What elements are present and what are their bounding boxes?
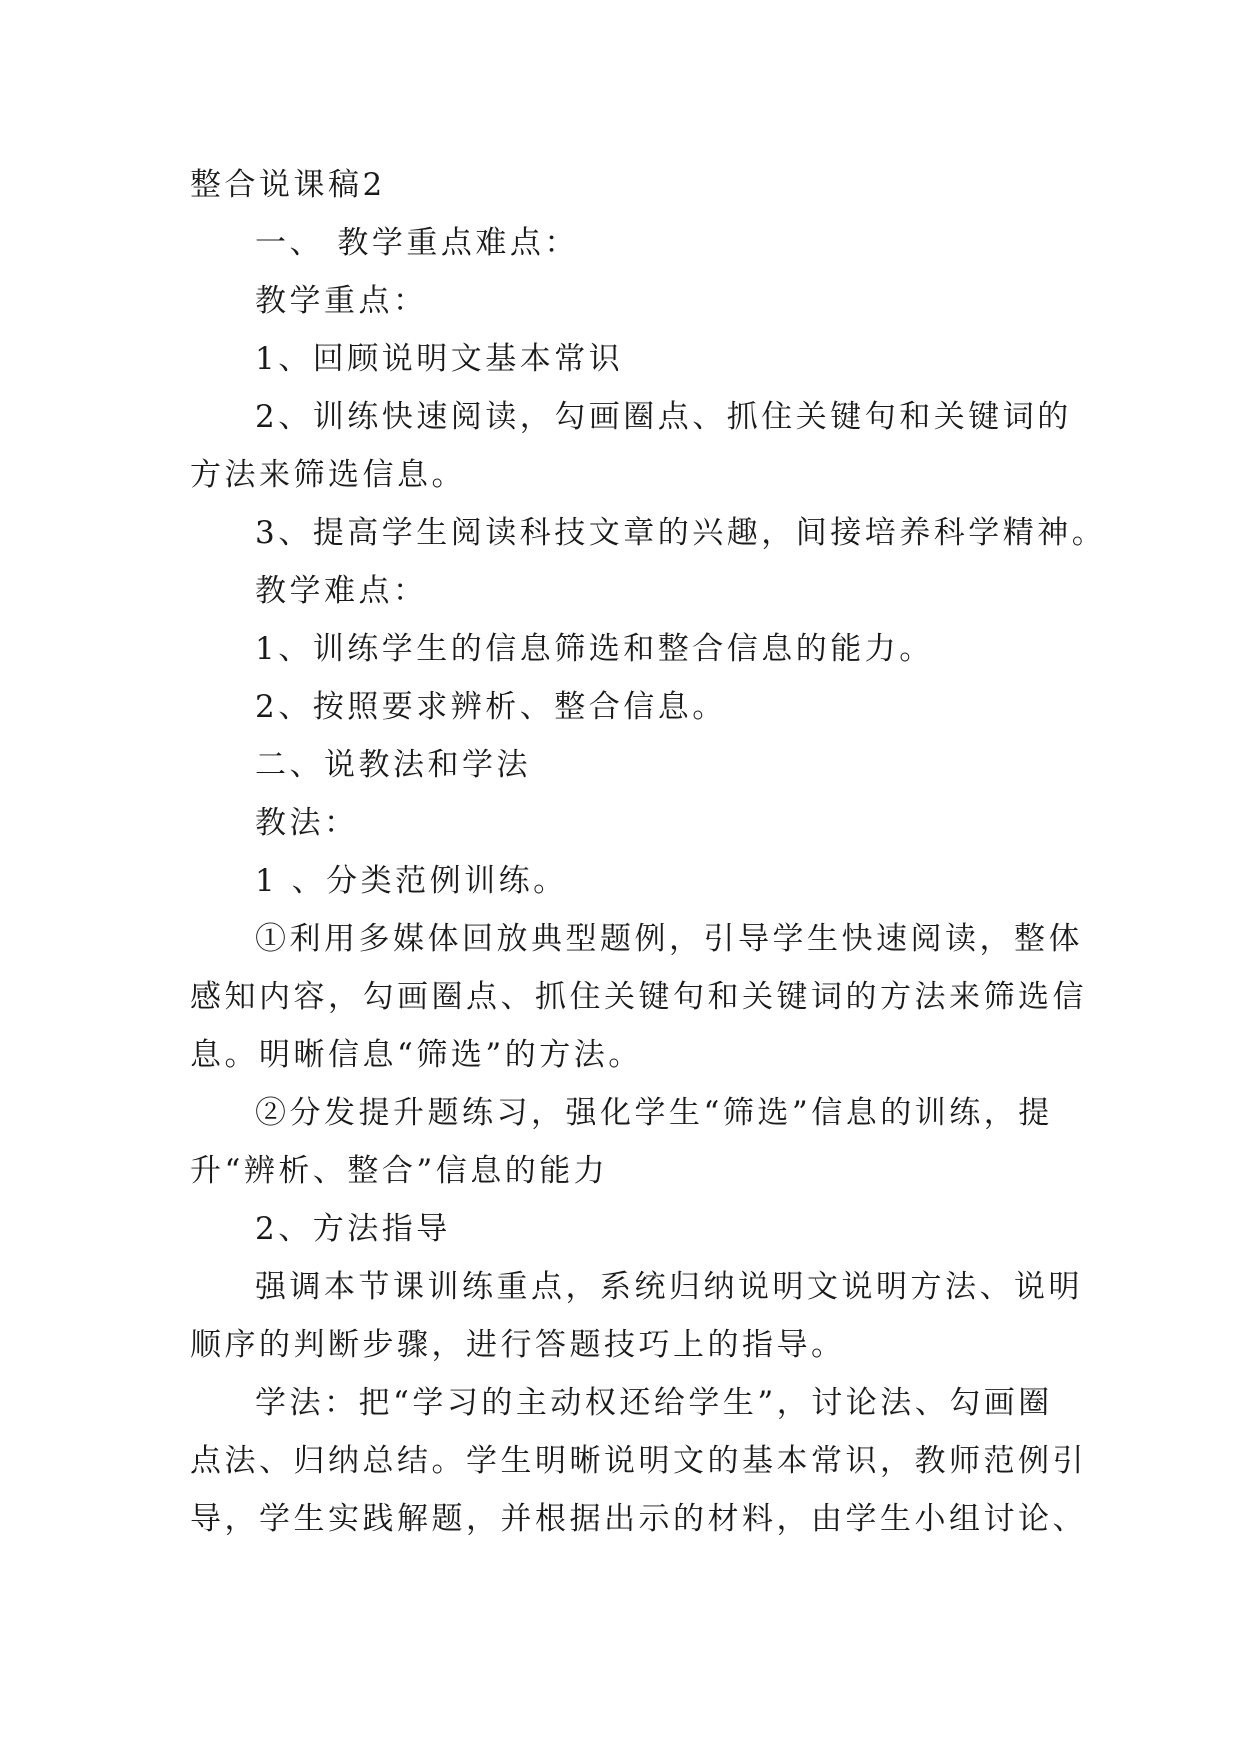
paragraph-line: 1、训练学生的信息筛选和整合信息的能力。 bbox=[255, 631, 934, 667]
paragraph-line: 导，学生实践解题，并根据出示的材料，由学生小组讨论、 bbox=[190, 1501, 1087, 1537]
paragraph-line: 学法：把“学习的主动权还给学生”，讨论法、勾画圈 bbox=[255, 1385, 1053, 1421]
subheading-teaching-difficulty: 教学难点： bbox=[255, 573, 428, 609]
section-heading-methods: 二、说教法和学法 bbox=[255, 747, 531, 783]
paragraph-line: 顺序的判断步骤，进行答题技巧上的指导。 bbox=[190, 1327, 846, 1363]
paragraph-line: 点法、归纳总结。学生明晰说明文的基本常识，教师范例引 bbox=[190, 1443, 1087, 1479]
paragraph-line: ①利用多媒体回放典型题例，引导学生快速阅读，整体 bbox=[255, 921, 1083, 957]
subheading-teaching-focus: 教学重点： bbox=[255, 283, 428, 319]
subheading-teaching-method: 教法： bbox=[255, 805, 359, 841]
paragraph-line: 3、提高学生阅读科技文章的兴趣，间接培养科学精神。 bbox=[255, 515, 1107, 551]
paragraph-line: 感知内容，勾画圈点、抓住关键句和关键词的方法来筛选信 bbox=[190, 979, 1087, 1015]
paragraph-line: 2、方法指导 bbox=[255, 1211, 451, 1247]
paragraph-line: ②分发提升题练习，强化学生“筛选”信息的训练，提 bbox=[255, 1095, 1053, 1131]
paragraph-line: 方法来筛选信息。 bbox=[190, 457, 466, 493]
paragraph-line: 强调本节课训练重点，系统归纳说明文说明方法、说明 bbox=[255, 1269, 1083, 1305]
document-title: 整合说课稿2 bbox=[190, 167, 386, 203]
paragraph-line: 1 、分类范例训练。 bbox=[255, 863, 568, 899]
paragraph-line: 2、训练快速阅读，勾画圈点、抓住关键句和关键词的 bbox=[255, 399, 1072, 435]
paragraph-line: 升“辨析、整合”信息的能力 bbox=[190, 1153, 609, 1189]
paragraph-line: 2、按照要求辨析、整合信息。 bbox=[255, 689, 727, 725]
section-heading-key-points: 一、 教学重点难点： bbox=[255, 225, 579, 261]
paragraph-line: 1、回顾说明文基本常识 bbox=[255, 341, 624, 377]
paragraph-line: 息。明晰信息“筛选”的方法。 bbox=[190, 1037, 643, 1073]
